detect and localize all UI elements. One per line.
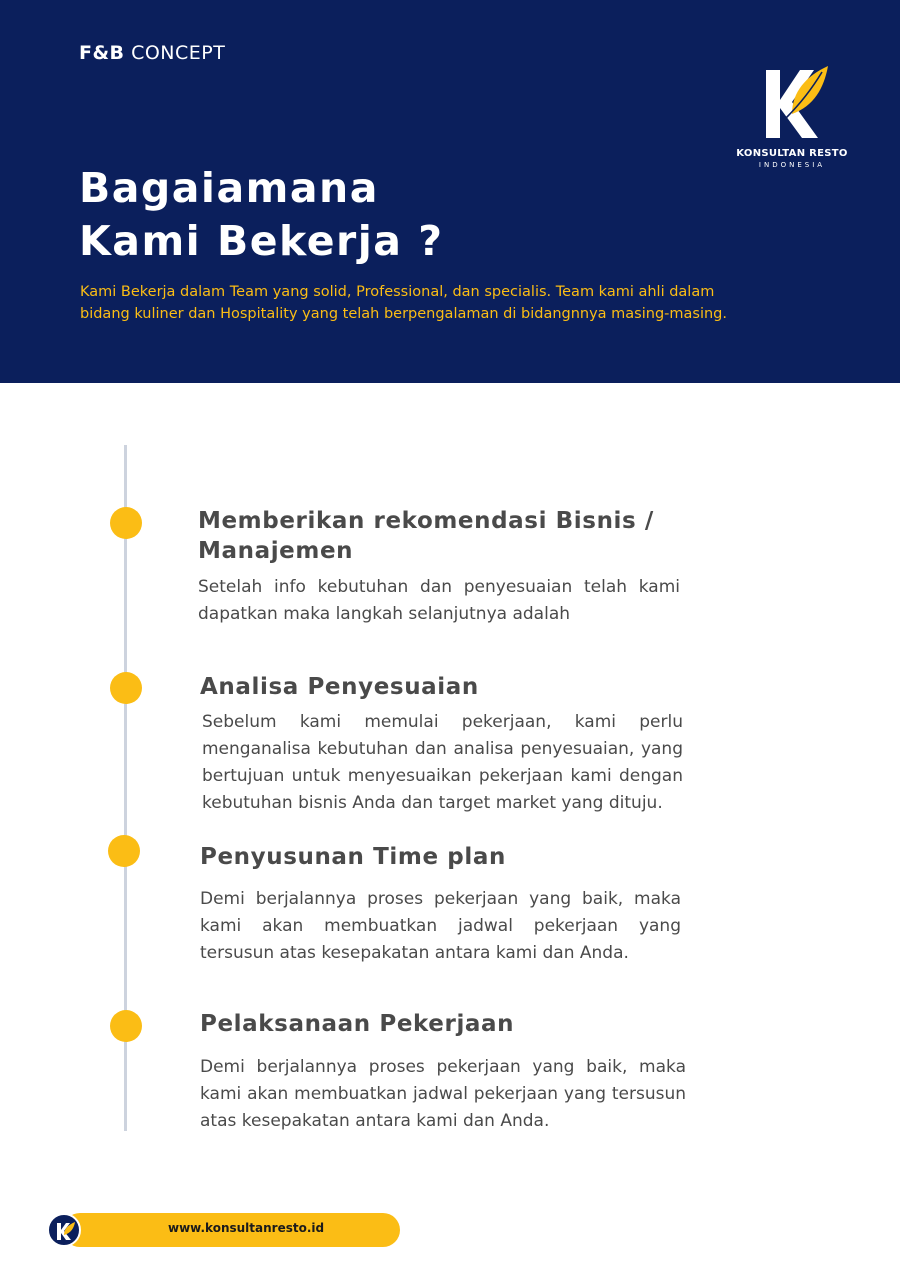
step-4-title: Pelaksanaan Pekerjaan bbox=[200, 1011, 515, 1037]
k-leaf-small-icon bbox=[56, 1221, 76, 1241]
logo-subtitle: INDONESIA bbox=[758, 161, 826, 169]
header-banner bbox=[0, 0, 900, 383]
timeline-dot-4 bbox=[110, 1010, 142, 1042]
brand-logo bbox=[736, 62, 848, 172]
page-title-line-1: Bagaiamana bbox=[79, 164, 379, 212]
website-link[interactable]: www.konsultanresto.id bbox=[168, 1221, 325, 1235]
step-3-text: Demi berjalannya proses pekerjaan yang baik, maka kami akan membuatkan jadwal pekerjaan yang tersusun atas kesepakatan antara kami dan Anda. bbox=[200, 889, 681, 963]
step-2-title: Analisa Penyesuaian bbox=[200, 674, 479, 700]
logo-name: KONSULTAN RESTO bbox=[736, 148, 848, 159]
timeline-dot-2 bbox=[110, 672, 142, 704]
step-3-title: Penyusunan Time plan bbox=[200, 844, 506, 870]
step-2-text: Sebelum kami memulai pekerjaan, kami perlu menganalisa kebutuhan dan analisa penyesuaian, yang bertujuan untuk menyesuaikan pekerjaan kami dengan kebutuhan bisnis Anda dan target market yang dituju. bbox=[202, 712, 683, 813]
step-1-title: Memberikan rekomendasi Bisnis / Manajemen bbox=[198, 508, 654, 564]
page-title bbox=[79, 162, 444, 268]
timeline-dot-1 bbox=[110, 507, 142, 539]
category-tag-bold: F&B bbox=[79, 42, 125, 64]
step-1-text: Setelah info kebutuhan dan penyesuaian telah kami dapatkan maka langkah selanjutnya adalah bbox=[198, 577, 680, 624]
k-leaf-logo-icon bbox=[762, 62, 828, 142]
footer-logo bbox=[47, 1213, 81, 1247]
category-tag-light: CONCEPT bbox=[131, 42, 226, 64]
step-4-text: Demi berjalannya proses pekerjaan yang baik, maka kami akan membuatkan jadwal pekerjaan yang tersusun atas kesepakatan antara kami dan Anda. bbox=[200, 1057, 686, 1131]
category-tag bbox=[79, 42, 225, 64]
intro-paragraph: Kami Bekerja dalam Team yang solid, Professional, dan specialis. Team kami ahli dalam bidang kuliner dan Hospitality yang telah berpengalaman di bidangnnya masing-masing. bbox=[80, 284, 727, 322]
timeline-dot-3 bbox=[108, 835, 140, 867]
page-title-line-2: Kami Bekerja ? bbox=[79, 217, 444, 265]
